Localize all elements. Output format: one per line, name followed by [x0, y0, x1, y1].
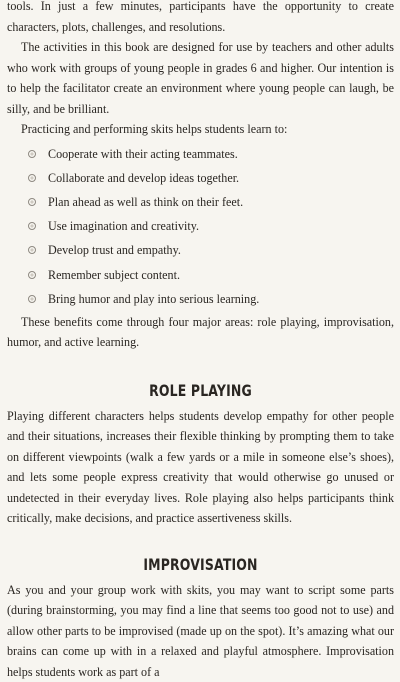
- list-item: [28, 166, 394, 190]
- list-item-text: Cooperate with their acting teammates.: [48, 146, 238, 161]
- improvisation-heading: IMPROVISATION: [143, 554, 258, 574]
- list-item: [28, 190, 394, 214]
- bullet-icon: [28, 198, 36, 206]
- improvisation-paragraph: As you and your group work with skits, you may want to script some parts (during brainstorming, you may find a line that seems too good not to use) and allow other parts to be improvised (made up on the spot). It’s amazing what our brains can come up with in a relaxed and playful atmosphere. Improvisation helps students work as part of a: [7, 582, 394, 679]
- list-item-text: Plan ahead as well as think on their feet.: [48, 194, 244, 209]
- list-item: [28, 238, 394, 262]
- bullet-icon: [28, 271, 36, 279]
- intro-paragraph-activities: The activities in this book are designed for use by teachers and other adults who work with groups of young people in grades 6 and higher. Our intention is to help the facilitator create an environment where young people can laugh, be silly, and be brilliant.: [7, 40, 394, 116]
- list-item: [28, 142, 394, 166]
- list-item-text: Remember subject content.: [48, 267, 180, 282]
- bullet-icon: [28, 150, 36, 158]
- intro-paragraph-continued: tools. In just a few minutes, participants have the opportunity to create characters, plots, challenges, and resolutions.: [7, 0, 394, 34]
- list-item-text: Bring humor and play into serious learning.: [48, 291, 260, 306]
- role-playing-heading: ROLE PLAYING: [149, 380, 252, 400]
- bullet-icon: [28, 222, 36, 230]
- list-item: [28, 263, 394, 287]
- list-item: [28, 287, 394, 311]
- benefits-paragraph: These benefits come through four major areas: role playing, improvisation, humor, and active learning.: [7, 314, 394, 350]
- list-item-text: Collaborate and develop ideas together.: [48, 170, 240, 185]
- skills-bullet-list: [7, 142, 394, 311]
- bullet-icon: [28, 174, 36, 182]
- role-playing-paragraph: Playing different characters helps students develop empathy for other people and their situations, increases their flexible thinking by prompting them to take on different viewpoints (walk a few yards or a mile in someone else’s shoes), and lets some people express creativity that would otherwise go unused or undetected in their everyday lives. Role playing also helps participants think critically, make decisions, and practice assertiveness skills.: [7, 408, 394, 526]
- list-item-text: Develop trust and empathy.: [48, 243, 181, 258]
- intro-paragraph-skills-lead: Practicing and performing skits helps students learn to:: [21, 122, 288, 136]
- list-item-text: Use imagination and creativity.: [48, 219, 200, 234]
- bullet-icon: [28, 295, 36, 303]
- bullet-icon: [28, 246, 36, 254]
- list-item: [28, 214, 394, 238]
